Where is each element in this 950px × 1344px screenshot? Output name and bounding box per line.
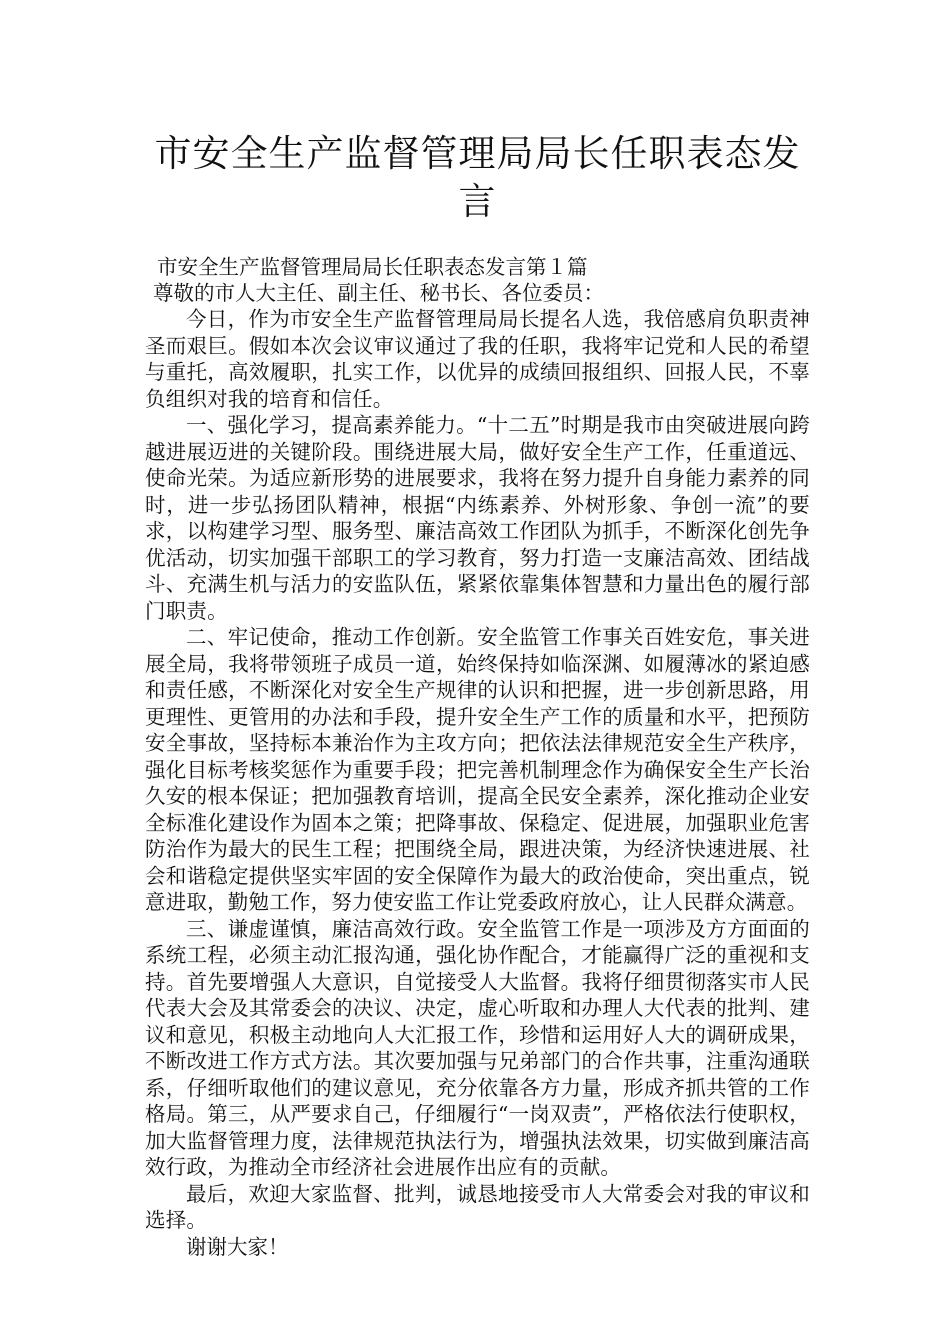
salutation: 尊敬的市人大主任、副主任、秘书长、各位委员：	[153, 281, 604, 305]
paragraph-section-2: 二、牢记使命，推动工作创新。安全监管工作事关百姓安危，事关进展全局，我将带领班子成员一道，始终保持如临深渊、如履薄冰的紧迫感和责任感，不断深化对安全生产规律的认识和把握，进一步创新思路，用更理性、更管用的办法和手段，提升安全生产工作的质量和水平，把预防安全事故，坚持标本兼治作为主攻方向；把依法法律规范安全生产秩序，强化目标考核奖惩作为重要手段；把完善机制理念作为确保安全生产长治久安的根本保证；把加强教育培训，提高全民安全素养，深化推动企业安全标准化建设作为固本之策；把降事故、保稳定、促进展，加强职业危害防治作为最大的民生工程；把围绕全局，跟进决策，为经济快速进展、社会和谐稳定提供坚实牢固的安全保障作为最大的政治使命，突出重点，锐意进取，勤勉工作，努力使安监工作让党委政府放心，让人民群众满意。	[145, 625, 810, 914]
paragraph-section-3: 三、谦虚谨慎，廉洁高效行政。安全监管工作是一项涉及方方面面的系统工程，必须主动汇报沟通，强化协作配合，才能赢得广泛的重视和支持。首先要增强人大意识，自觉接受人大监督。我将仔细贯彻落实市人民代表大会及其常委会的决议、决定，虚心听取和办理人大代表的批判、建议和意见，积极主动地向人大汇报工作，珍惜和运用好人大的调研成果，不断改进工作方式方法。其次要加强与兄弟部门的合作共事，注重沟通联系，仔细听取他们的建议意见，充分依靠各方力量，形成齐抓共管的工作格局。第三，从严要求自己，仔细履行“一岗双责”，严格依法行使职权，加大监督管理力度，法律规范执法行为，增强执法效果，切实做到廉洁高效行政，为推动全市经济社会进展作出应有的贡献。	[145, 916, 810, 1179]
paragraph-conclusion: 最后，欢迎大家监督、批判，诚恳地接受市人大常委会对我的审议和选择。	[145, 1181, 810, 1232]
document-title: 市安全生产监督管理局局长任职表态发言	[154, 132, 801, 223]
paragraph-section-1: 一、强化学习，提高素养能力。“十二五”时期是我市由突破进展向跨越进展迈进的关键阶段。围绕进展大局，做好安全生产工作，任重道远、使命光荣。为适应新形势的进展要求，我将在努力提升自身能力素养的同时，进一步弘扬团队精神，根据“内练素养、外树形象、争创一流”的要求，以构建学习型、服务型、廉洁高效工作团队为抓手，不断深化创先争优活动，切实加强干部职工的学习教育，努力打造一支廉洁高效、团结战斗、充满生机与活力的安监队伍，紧紧依靠集体智慧和力量出色的履行部门职责。	[145, 413, 810, 623]
paragraph-intro: 今日，作为市安全生产监督管理局局长提名人选，我倍感肩负职责神圣而艰巨。假如本次会议审议通过了我的任职，我将牢记党和人民的希望与重托，高效履职，扎实工作，以优异的成绩回报组织、回报人民，不辜负组织对我的培育和信任。	[145, 307, 810, 411]
document-subtitle: 市安全生产监督管理局局长任职表态发言第１篇	[157, 255, 588, 279]
closing-thanks: 谢谢大家！	[186, 1234, 289, 1259]
